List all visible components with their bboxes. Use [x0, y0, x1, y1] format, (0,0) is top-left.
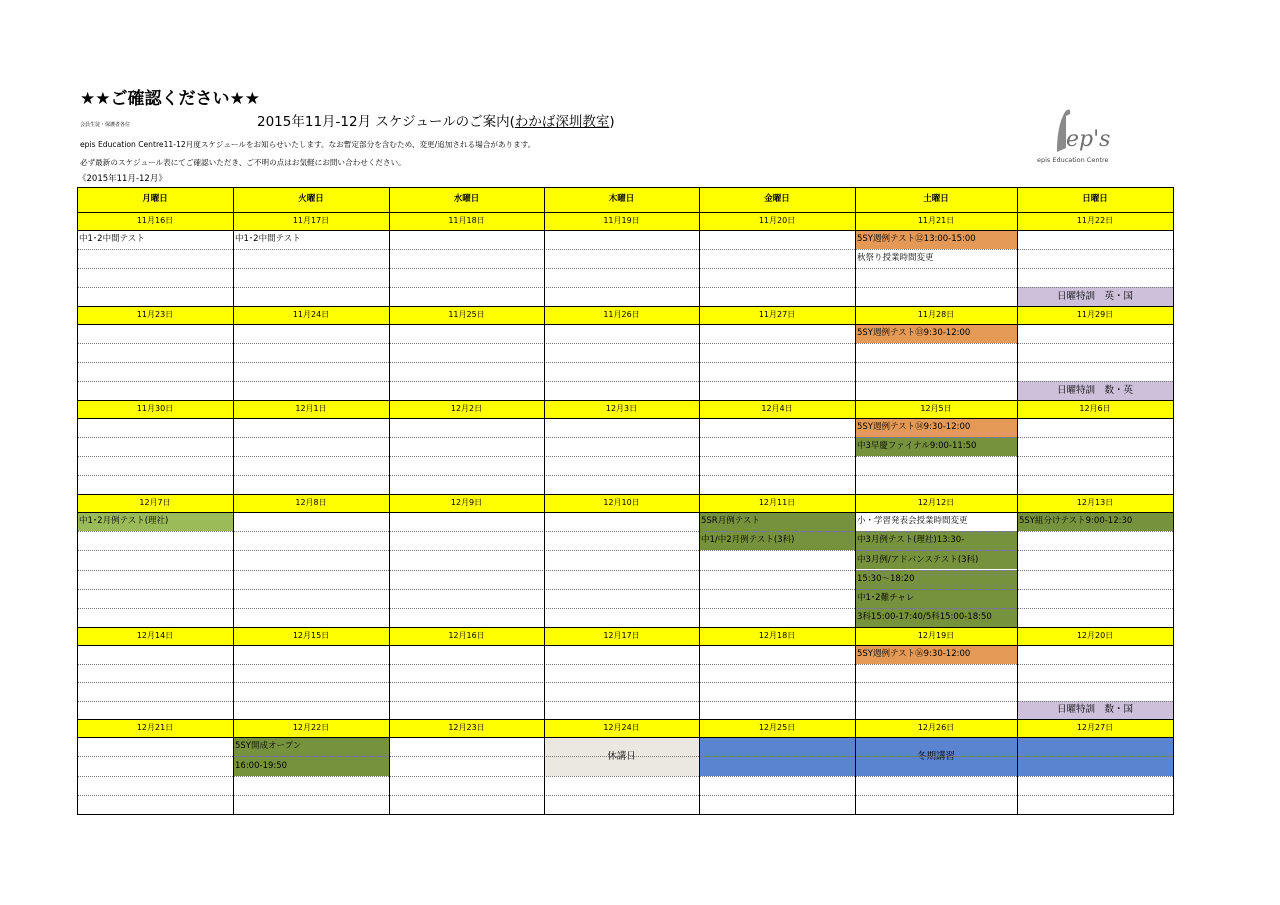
- event-block: 休講日: [544, 737, 699, 776]
- grid-line: [77, 230, 1173, 231]
- event-block: 5SR月例テスト: [699, 512, 855, 531]
- school-name: わかば深圳教室: [514, 114, 610, 130]
- date-cell: 12月21日: [77, 719, 233, 737]
- date-cell: 11月20日: [699, 212, 855, 230]
- event-text: 小・学習発表会授業時間変更: [857, 516, 968, 527]
- grid-line: [77, 475, 1173, 476]
- date-cell: 12月2日: [389, 400, 544, 418]
- date-cell: 12月6日: [1017, 400, 1173, 418]
- date-cell: 12月11日: [699, 494, 855, 512]
- date-cell: 11月17日: [233, 212, 389, 230]
- event-text: 中1･2中間テスト: [235, 234, 301, 245]
- event-block: 中1･2難チャレ: [855, 589, 1017, 608]
- grid-line: [544, 187, 545, 815]
- subtitle-main: 2015年11月-12月 スケジュールのご案内(: [257, 114, 515, 130]
- grid-line: [77, 756, 1173, 757]
- date-cell: 12月10日: [544, 494, 699, 512]
- logo-name: epis Education Centre: [1037, 156, 1109, 164]
- event-block: 16:00-19:50: [233, 756, 389, 775]
- event-block: 日曜特訓 数・国: [1017, 701, 1173, 720]
- grid-line: [77, 589, 1173, 590]
- date-cell: 11月19日: [544, 212, 699, 230]
- event-block: 日曜特訓 数・英: [1017, 381, 1173, 400]
- audience-label: 会員生徒・保護者各位: [80, 122, 131, 128]
- grid-line: [77, 627, 1173, 628]
- grid-line: [77, 664, 1173, 665]
- event-block: 中3早慶ファイナル9:00-11:50: [855, 437, 1017, 456]
- svg-text:ep's: ep's: [1066, 127, 1111, 152]
- event-block: 15:30～18:20: [855, 570, 1017, 589]
- intro-line-2: 必ず最新のスケジュール表にてご確認いただき、ご不明の点はお気軽にお問い合わせください。: [80, 158, 406, 167]
- date-cell: 12月18日: [699, 627, 855, 645]
- date-cell: 12月5日: [855, 400, 1017, 418]
- grid-line: [77, 306, 1173, 307]
- grid-line: [77, 550, 1173, 551]
- date-cell: 12月17日: [544, 627, 699, 645]
- date-cell: 11月28日: [855, 306, 1017, 324]
- date-cell: 12月25日: [699, 719, 855, 737]
- date-cell: 12月4日: [699, 400, 855, 418]
- grid-line: [77, 701, 1173, 702]
- date-cell: 11月25日: [389, 306, 544, 324]
- event-block: 5SY週例テスト⑭9:30-12:00: [855, 418, 1017, 437]
- event-block: 日曜特訓 英・国: [1017, 287, 1173, 306]
- period-label: 《2015年11月-12月》: [78, 174, 167, 184]
- grid-line: [699, 187, 700, 815]
- weekday-header: 日曜日: [1017, 187, 1173, 212]
- grid-line: [77, 776, 1173, 777]
- grid-line: [77, 381, 1173, 382]
- weekday-header: 土曜日: [855, 187, 1017, 212]
- grid-line: [389, 187, 390, 815]
- event-block: 中3月例/アドバンステスト(3科): [855, 550, 1017, 569]
- grid-line: [77, 570, 1173, 571]
- grid-line: [1173, 187, 1174, 815]
- event-block: 5SY週例テスト⑯9:30-12:00: [855, 645, 1017, 664]
- grid-line: [77, 362, 1173, 363]
- event-block: 5SY組分けテスト9:00-12:30: [1017, 512, 1173, 531]
- event-block: 中1･2月例テスト(理社): [77, 512, 233, 531]
- grid-line: [77, 608, 1173, 609]
- grid-line: [77, 268, 1173, 269]
- date-cell: 12月22日: [233, 719, 389, 737]
- grid-line: [77, 437, 1173, 438]
- date-cell: 12月1日: [233, 400, 389, 418]
- date-cell: 11月18日: [389, 212, 544, 230]
- page-title: ★★ご確認ください★★: [80, 89, 260, 109]
- date-cell: 12月20日: [1017, 627, 1173, 645]
- grid-line: [77, 645, 1173, 646]
- grid-line: [1017, 187, 1018, 815]
- date-cell: 12月7日: [77, 494, 233, 512]
- date-cell: 12月9日: [389, 494, 544, 512]
- date-cell: 12月16日: [389, 627, 544, 645]
- date-cell: 12月12日: [855, 494, 1017, 512]
- date-cell: 12月19日: [855, 627, 1017, 645]
- event-block: 5SY週例テスト⑬9:30-12:00: [855, 324, 1017, 343]
- grid-line: [77, 249, 1173, 250]
- date-cell: 12月8日: [233, 494, 389, 512]
- weekday-header: 金曜日: [699, 187, 855, 212]
- grid-line: [77, 456, 1173, 457]
- date-cell: 12月27日: [1017, 719, 1173, 737]
- grid-line: [77, 187, 78, 815]
- date-cell: 11月16日: [77, 212, 233, 230]
- event-block: 中1/中2月例テスト(3科): [699, 531, 855, 550]
- event-block: 中3月例テスト(理社)13:30-: [855, 531, 1017, 550]
- event-block: 5SY開成オープン: [233, 737, 389, 756]
- grid-line: [77, 418, 1173, 419]
- grid-line: [77, 719, 1173, 720]
- date-cell: 11月29日: [1017, 306, 1173, 324]
- grid-line: [77, 682, 1173, 683]
- grid-line: [77, 795, 1173, 796]
- grid-line: [77, 737, 1173, 738]
- date-cell: 12月24日: [544, 719, 699, 737]
- date-cell: 12月14日: [77, 627, 233, 645]
- grid-line: [855, 187, 856, 815]
- event-block: 5SY週例テスト⑫13:00-15:00: [855, 230, 1017, 249]
- date-cell: 11月24日: [233, 306, 389, 324]
- intro-line-1: epis Education Centre11-12月度スケジュールをお知らせいたします。なお暫定部分を含むため、変更/追加される場合があります。: [80, 140, 536, 149]
- date-cell: 12月26日: [855, 719, 1017, 737]
- date-cell: 11月26日: [544, 306, 699, 324]
- grid-line: [77, 400, 1173, 401]
- event-text: 秋祭り授業時間変更: [857, 253, 934, 264]
- weekday-header: 木曜日: [544, 187, 699, 212]
- grid-line: [77, 212, 1173, 213]
- date-cell: 12月23日: [389, 719, 544, 737]
- grid-line: [77, 187, 1173, 188]
- grid-line: [77, 287, 1173, 288]
- event-block: 冬期講習: [699, 737, 1173, 776]
- date-cell: 11月22日: [1017, 212, 1173, 230]
- grid-line: [77, 324, 1173, 325]
- date-cell: 11月27日: [699, 306, 855, 324]
- grid-line: [77, 494, 1173, 495]
- weekday-header: 月曜日: [77, 187, 233, 212]
- date-cell: 11月23日: [77, 306, 233, 324]
- grid-line: [77, 343, 1173, 344]
- event-text: 中1･2中間テスト: [79, 234, 145, 245]
- date-cell: 12月3日: [544, 400, 699, 418]
- grid-line: [233, 187, 234, 815]
- grid-line: [77, 531, 1173, 532]
- event-block: 3科15:00-17:40/5科15:00-18:50: [855, 608, 1017, 627]
- grid-line: [77, 814, 1173, 815]
- weekday-header: 火曜日: [233, 187, 389, 212]
- date-cell: 12月15日: [233, 627, 389, 645]
- date-cell: 11月21日: [855, 212, 1017, 230]
- subtitle-end: ): [609, 114, 615, 130]
- date-cell: 11月30日: [77, 400, 233, 418]
- weekday-header: 水曜日: [389, 187, 544, 212]
- grid-line: [77, 512, 1173, 513]
- date-cell: 12月13日: [1017, 494, 1173, 512]
